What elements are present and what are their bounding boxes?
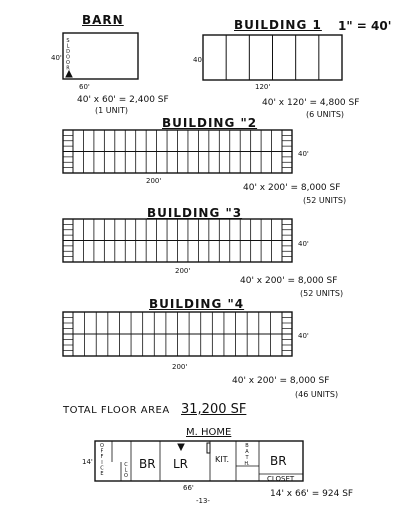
room-office-char: F — [100, 448, 104, 455]
barn-outline — [63, 33, 138, 79]
mobile-home-length-dimension: 66' — [183, 484, 194, 492]
room-office-char: C — [100, 465, 104, 472]
building3-units: (52 UNITS) — [300, 289, 344, 298]
building2-depth-dimension: 40' — [298, 150, 309, 158]
room-br2: BR — [270, 454, 287, 468]
room-bath-char: A — [245, 449, 249, 455]
total-floor-area-label: TOTAL FLOOR AREA — [63, 405, 170, 416]
page-number: -13- — [196, 497, 210, 505]
room-br1: BR — [139, 457, 156, 471]
building3-area: 40' x 200' = 8,000 SF — [240, 276, 338, 286]
barn-door-label-char: L — [66, 43, 70, 50]
building4-units: (46 UNITS) — [295, 390, 339, 399]
mobile-home-pillar — [207, 443, 210, 453]
room-bath-char: B — [245, 443, 249, 449]
building2-units: (52 UNITS) — [303, 196, 347, 205]
barn-bottom-dimension: 60' — [79, 83, 90, 91]
barn-door-label-char: D — [66, 49, 70, 55]
building4-depth-dimension: 40' — [298, 332, 309, 340]
building4-length-dimension: 200' — [172, 363, 188, 371]
room-closet: CLOSET — [267, 475, 295, 483]
barn-door-label-char: O — [66, 60, 70, 66]
building1-units: (6 UNITS) — [306, 110, 345, 119]
barn-door-label-char: O — [66, 54, 70, 61]
total-floor-area-value: 31,200 SF — [181, 402, 247, 417]
mobile-home-door-marker — [178, 444, 184, 450]
room-kitchen: KIT. — [215, 455, 230, 464]
building1-area: 40' x 120' = 4,800 SF — [262, 98, 360, 108]
room-office-char: E — [100, 471, 104, 477]
building1-side-dimension: 40' — [193, 56, 204, 64]
room-closet-small-char: O — [124, 473, 128, 479]
scale-label: 1" = 40' — [338, 19, 392, 33]
room-office-char: O — [100, 443, 104, 449]
barn-title: BARN — [82, 13, 124, 27]
building3-title: BUILDING "3 — [147, 206, 243, 220]
room-office-char: I — [101, 459, 103, 466]
barn-door-label-char: S — [66, 38, 70, 44]
barn-units: (1 UNIT) — [95, 106, 128, 115]
building2-title: BUILDING "2 — [162, 116, 258, 130]
building2-area: 40' x 200' = 8,000 SF — [243, 183, 341, 193]
building3-depth-dimension: 40' — [298, 240, 309, 248]
room-bath-char: T — [245, 455, 249, 461]
building1-bottom-dimension: 120' — [255, 83, 271, 91]
barn-door-label-char: R — [66, 65, 70, 72]
mobile-home-area: 14' x 66' = 924 SF — [270, 489, 354, 499]
barn-side-dimension: 40' — [51, 54, 62, 62]
mobile-home-title: M. HOME — [186, 427, 232, 438]
building2-length-dimension: 200' — [146, 177, 162, 185]
barn-door-marker — [66, 71, 72, 77]
room-office-char: F — [100, 454, 104, 461]
mobile-home-width-dimension: 14' — [82, 458, 93, 466]
building4-title: BUILDING "4 — [149, 297, 245, 311]
building1-title: BUILDING 1 — [234, 18, 322, 32]
building3-length-dimension: 200' — [175, 267, 191, 275]
building4-area: 40' x 200' = 8,000 SF — [232, 376, 330, 386]
barn-area: 40' x 60' = 2,400 SF — [77, 95, 169, 105]
room-lr: LR — [173, 457, 189, 471]
room-closet-small-char: C — [124, 462, 128, 468]
room-bath-char: H. — [244, 461, 250, 467]
room-closet-small-char: L — [124, 467, 128, 474]
